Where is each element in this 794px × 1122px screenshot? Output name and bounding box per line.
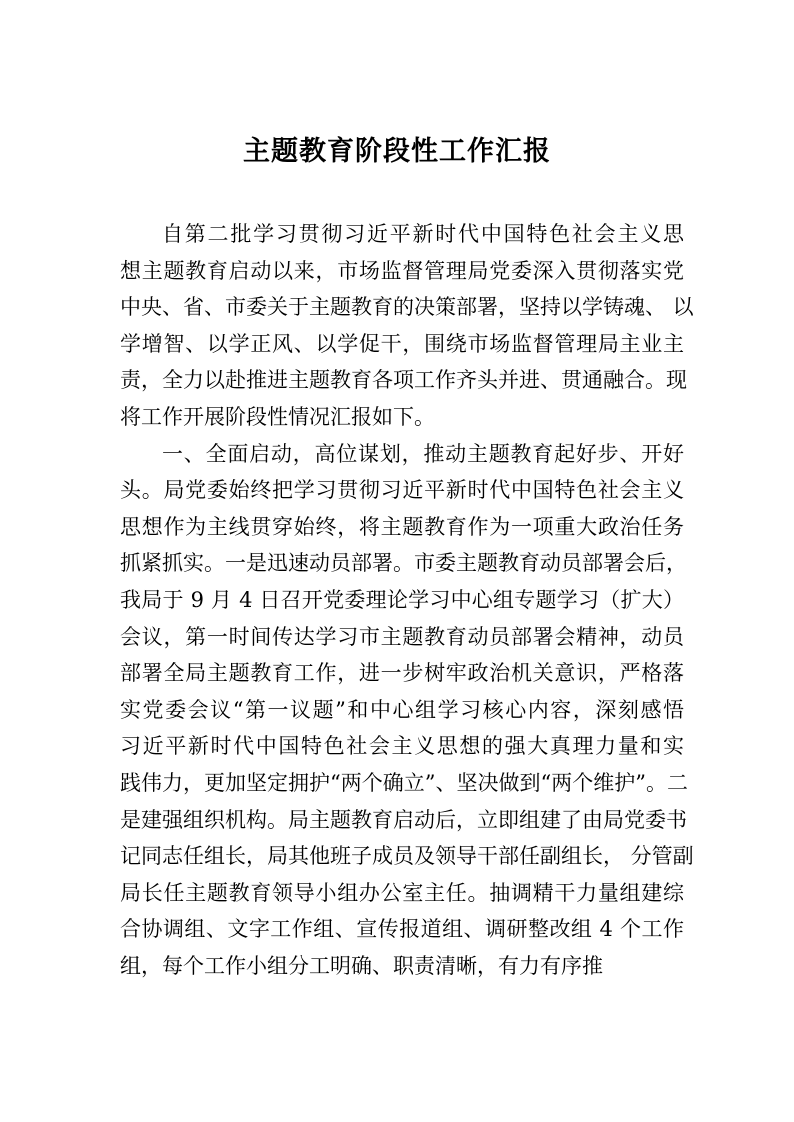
document-title: 主题教育阶段性工作汇报 [243, 136, 551, 167]
paragraph-line: 中央、省、市委关于主题教育的决策部署，坚持以学铸魂、 以 [120, 295, 694, 320]
paragraph-line: 学增智、以学正风、以学促干，围绕市场监督管理局主业主 [120, 331, 684, 356]
paragraph-line: 自第二批学习贯彻习近平新时代中国特色社会主义思 [162, 222, 684, 246]
paragraph-line: 抓紧抓实。一是迅速动员部署。市委主题教育动员部署会后， [120, 551, 687, 576]
paragraph-line: 思想作为主线贯穿始终，将主题教育作为一项重大政治任务 [120, 514, 684, 539]
paragraph-line: 局长任主题教育领导小组办公室主任。抽调精干力量组建综 [120, 880, 684, 905]
document-body [120, 216, 694, 984]
paragraph-line: 合协调组、文字工作组、宣传报道组、调研整改组 4 个工作 [120, 917, 684, 942]
paragraph-line: 组，每个工作小组分工明确、职责清晰，有力有序推 [120, 953, 603, 978]
paragraph-line: 会议，第一时间传达学习市主题教育动员部署会精神，动员 [120, 624, 684, 649]
paragraph-line: 是建强组织机构。局主题教育启动后，立即组建了由局党委书 [120, 807, 687, 832]
paragraph-line: 一、全面启动，高位谋划，推动主题教育起好步、开好 [162, 441, 684, 466]
paragraph-line: 践伟力，更加坚定拥护“两个确立”、坚决做到“两个维护”。二 [120, 770, 688, 795]
paragraph-line: 想主题教育启动以来，市场监督管理局党委深入贯彻落实党 [120, 258, 684, 283]
paragraph-line: 头。局党委始终把学习贯彻习近平新时代中国特色社会主义 [120, 478, 684, 503]
paragraph-line: 记同志任组长，局其他班子成员及领导干部任副组长， 分管副 [120, 844, 694, 869]
paragraph-line: 部署全局主题教育工作，进一步树牢政治机关意识，严格落 [120, 661, 684, 686]
paragraph-line: 习近平新时代中国特色社会主义思想的强大真理力量和实 [120, 734, 684, 759]
paragraph-line: 实党委会议“第一议题”和中心组学习核心内容，深刻感悟 [120, 697, 684, 722]
paragraph-line: 责，全力以赴推进主题教育各项工作齐头并进、贯通融合。现 [120, 368, 687, 393]
paragraph-line: 将工作开展阶段性情况汇报如下。 [120, 404, 435, 429]
paragraph-line: 我局于 9 月 4 日召开党委理论学习中心组专题学习（扩大） [120, 587, 684, 612]
